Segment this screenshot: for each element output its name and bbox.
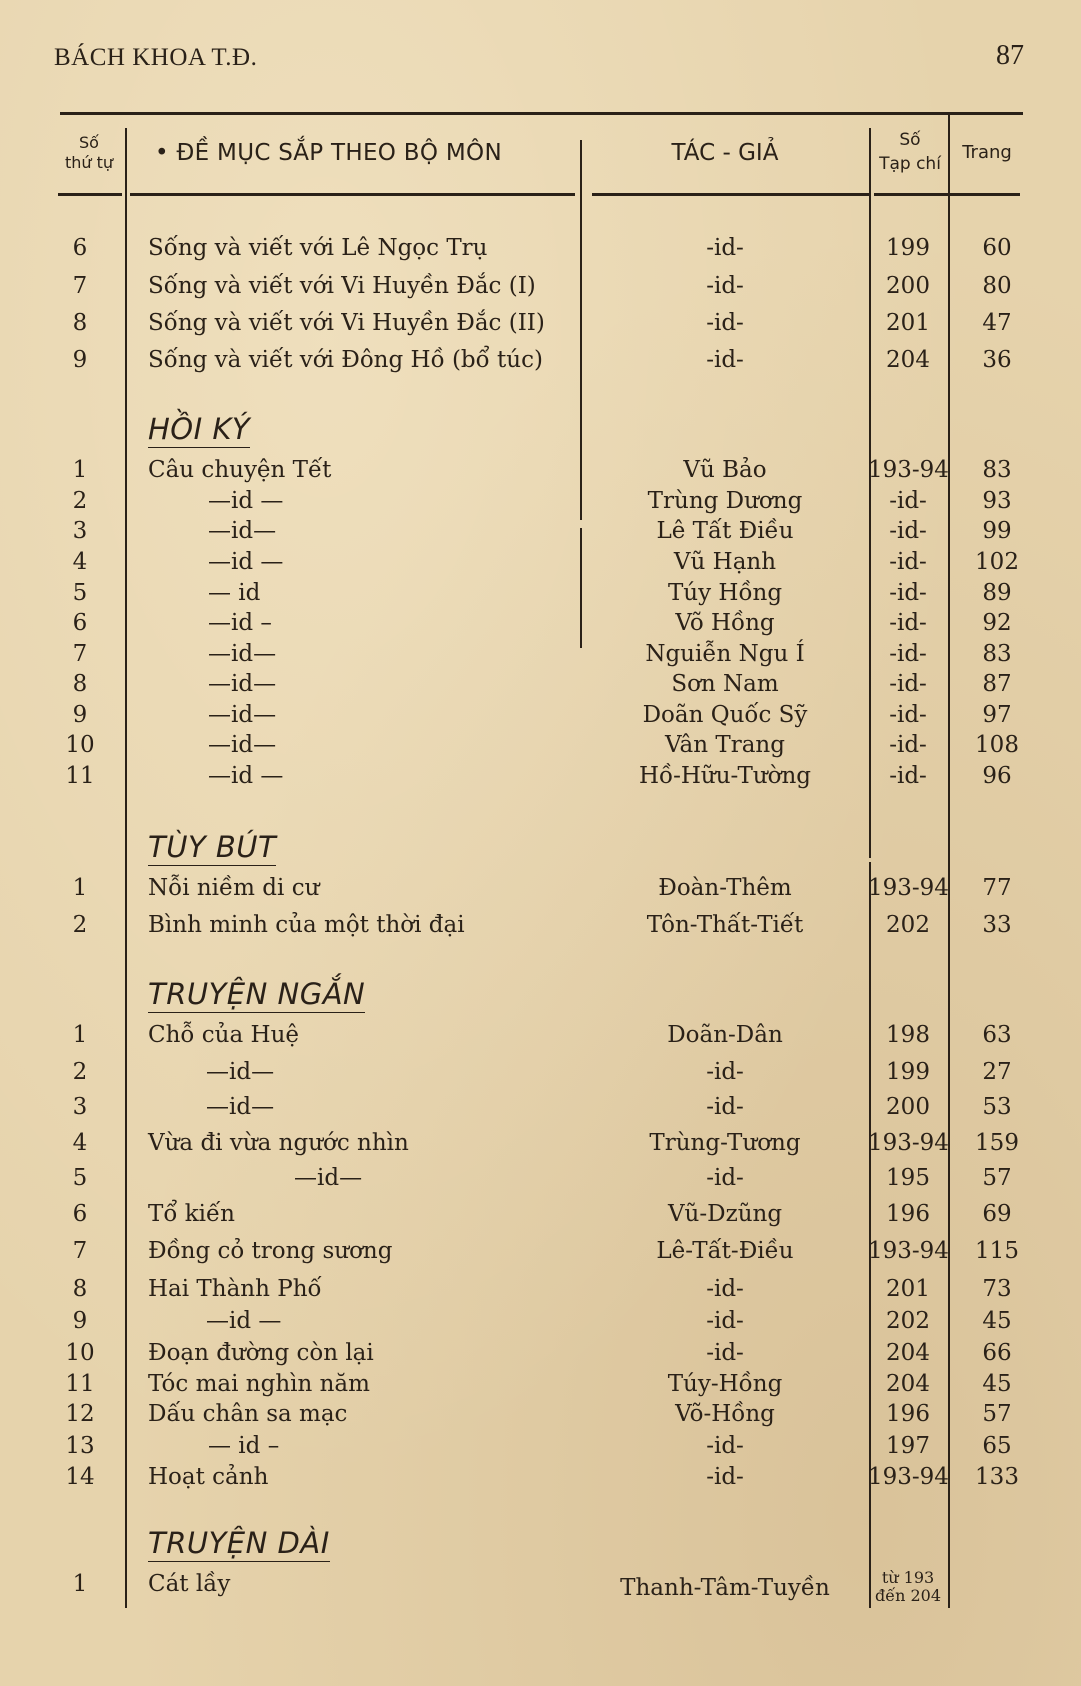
row-title: — id – <box>208 1433 280 1459</box>
row-page: 66 <box>982 1340 1012 1366</box>
row-title: Cát lầy <box>148 1571 231 1597</box>
row-author: -id- <box>706 1433 744 1459</box>
row-page: 27 <box>982 1059 1012 1085</box>
row-author: -id- <box>706 1276 744 1302</box>
table-row <box>0 909 1081 941</box>
row-title: Vừa đi vừa ngước nhìn <box>148 1130 409 1156</box>
row-title: —id — <box>206 1308 282 1334</box>
row-page: 47 <box>982 310 1012 336</box>
row-number: 9 <box>72 347 88 373</box>
row-author: -id- <box>706 1059 744 1085</box>
row-author: Lê Tất Điều <box>656 518 794 544</box>
col-header-issue <box>872 128 948 176</box>
row-page: 133 <box>975 1464 1019 1490</box>
row-title: Tóc mai nghìn năm <box>148 1371 370 1397</box>
row-page: 69 <box>982 1201 1012 1227</box>
table-row <box>0 1568 1081 1604</box>
table-row <box>0 729 1081 761</box>
row-issue: 200 <box>886 273 930 299</box>
row-title: —id— <box>206 1059 275 1085</box>
row-page: 45 <box>982 1308 1012 1334</box>
row-issue: 199 <box>886 1059 930 1085</box>
row-issue: 199 <box>886 235 930 261</box>
row-number: 8 <box>72 1276 88 1302</box>
row-number: 11 <box>65 763 95 789</box>
row-page: 53 <box>982 1094 1012 1120</box>
row-author: Tôn-Thất-Tiết <box>646 912 804 938</box>
row-author: Thanh-Tâm-Tuyền <box>620 1575 830 1601</box>
row-title: —id — <box>208 763 284 789</box>
row-page: 102 <box>975 549 1019 575</box>
row-issue: -id- <box>889 549 927 575</box>
row-author: Vũ Bảo <box>683 457 767 483</box>
row-number: 3 <box>72 1094 88 1120</box>
row-author: Trùng Dương <box>647 488 803 514</box>
row-issue-line2: đến 204 <box>874 1586 941 1605</box>
row-number: 5 <box>72 1165 88 1191</box>
section-heading-short-stories: TRUYỆN NGẮN <box>148 977 366 1011</box>
row-title: Hai Thành Phố <box>148 1276 322 1302</box>
row-author: -id- <box>706 1308 744 1334</box>
row-number: 2 <box>72 912 88 938</box>
row-page: 63 <box>982 1022 1012 1048</box>
row-page: 80 <box>982 273 1012 299</box>
row-number: 1 <box>72 1571 88 1597</box>
row-number: 12 <box>65 1401 95 1427</box>
row-number: 1 <box>72 1022 88 1048</box>
row-issue: -id- <box>889 671 927 697</box>
table-row <box>0 1398 1081 1430</box>
row-title: —id— <box>208 702 277 728</box>
row-page: 73 <box>982 1276 1012 1302</box>
row-author: Vũ-Dzũng <box>667 1201 783 1227</box>
table-row <box>0 1430 1081 1462</box>
row-author: Lê-Tất-Điều <box>656 1238 794 1264</box>
row-title: —id— <box>206 1094 275 1120</box>
row-title: —id— <box>294 1165 363 1191</box>
row-number: 6 <box>72 1201 88 1227</box>
table-row <box>0 699 1081 731</box>
row-issue: 201 <box>886 310 930 336</box>
row-issue: 195 <box>886 1165 930 1191</box>
table-row <box>0 1056 1081 1088</box>
col-header-issue-line1: Số <box>899 130 921 150</box>
row-page: 60 <box>982 235 1012 261</box>
row-issue-line1: từ 193 <box>881 1568 935 1587</box>
page-number: 87 <box>996 40 1024 71</box>
row-number: 10 <box>65 732 95 758</box>
header-rule-no <box>58 193 122 196</box>
row-issue <box>868 1568 948 1604</box>
row-page: 92 <box>982 610 1012 636</box>
row-author: Võ Hồng <box>675 610 775 636</box>
row-page: 115 <box>975 1238 1019 1264</box>
running-header-title: BÁCH KHOA T.Đ. <box>54 44 258 71</box>
row-number: 5 <box>72 580 88 606</box>
row-title: Sống và viết với Đông Hồ (bổ túc) <box>148 347 543 373</box>
section-heading-memoir: HỒI KÝ <box>148 412 251 446</box>
row-page: 65 <box>982 1433 1012 1459</box>
row-title: —id— <box>208 732 277 758</box>
row-title: Tổ kiến <box>148 1201 235 1227</box>
table-row <box>0 1162 1081 1194</box>
row-issue: 193-94 <box>868 1464 949 1490</box>
table-row <box>0 1368 1081 1400</box>
row-page: 97 <box>982 702 1012 728</box>
row-author: Vũ Hạnh <box>673 549 777 575</box>
table-row <box>0 607 1081 639</box>
row-issue: -id- <box>889 732 927 758</box>
table-row <box>0 1305 1081 1337</box>
col-header-number-line2: thứ tự <box>64 153 114 172</box>
row-issue: -id- <box>889 702 927 728</box>
row-page: 87 <box>982 671 1012 697</box>
col-header-issue-line2: Tạp chí <box>879 154 941 174</box>
row-title: —id— <box>208 671 277 697</box>
row-issue: 204 <box>886 1340 930 1366</box>
row-number: 11 <box>65 1371 95 1397</box>
header-rule-title <box>130 193 575 196</box>
row-issue: 198 <box>886 1022 930 1048</box>
row-author: -id- <box>706 347 744 373</box>
row-number: 8 <box>72 671 88 697</box>
row-issue: 200 <box>886 1094 930 1120</box>
row-issue: -id- <box>889 610 927 636</box>
col-header-page: Trang <box>962 142 1012 163</box>
row-title: Bình minh của một thời đại <box>148 912 465 938</box>
row-page: 77 <box>982 875 1012 901</box>
row-page: 89 <box>982 580 1012 606</box>
table-row <box>0 232 1081 264</box>
col-header-author: TÁC - GIẢ <box>671 140 779 166</box>
row-issue: 204 <box>886 1371 930 1397</box>
row-title: —id – <box>208 610 272 636</box>
row-number: 4 <box>72 1130 88 1156</box>
row-issue: -id- <box>889 763 927 789</box>
table-row <box>0 1273 1081 1305</box>
row-author: Đoàn-Thêm <box>658 875 792 901</box>
row-page: 83 <box>982 457 1012 483</box>
col-header-number <box>54 133 124 173</box>
table-row <box>0 668 1081 700</box>
row-number: 6 <box>72 235 88 261</box>
row-author: -id- <box>706 1165 744 1191</box>
row-issue: -id- <box>889 518 927 544</box>
row-number: 2 <box>72 1059 88 1085</box>
row-number: 8 <box>72 310 88 336</box>
row-issue: 193-94 <box>868 1130 949 1156</box>
table-row <box>0 270 1081 302</box>
row-issue: 196 <box>886 1201 930 1227</box>
col-header-title: • ĐỀ MỤC SẮP THEO BỘ MÔN <box>155 140 502 166</box>
row-issue: 193-94 <box>868 457 949 483</box>
row-number: 2 <box>72 488 88 514</box>
row-author: -id- <box>706 310 744 336</box>
table-row <box>0 1235 1081 1267</box>
table-row <box>0 638 1081 670</box>
row-page: 83 <box>982 641 1012 667</box>
row-author: Vân Trang <box>665 732 785 758</box>
table-row <box>0 1127 1081 1159</box>
row-number: 10 <box>65 1340 95 1366</box>
row-page: 93 <box>982 488 1012 514</box>
row-title: Đoạn đường còn lại <box>148 1340 374 1366</box>
header-rule-author <box>592 193 870 196</box>
row-title: —id — <box>208 549 284 575</box>
row-title: Chỗ của Huệ <box>148 1022 299 1048</box>
row-page: 108 <box>975 732 1019 758</box>
row-number: 4 <box>72 549 88 575</box>
row-author: -id- <box>706 235 744 261</box>
row-author: Võ-Hồng <box>675 1401 775 1427</box>
row-title: Câu chuyện Tết <box>148 457 332 483</box>
row-number: 9 <box>72 702 88 728</box>
table-row <box>0 1198 1081 1230</box>
row-number: 1 <box>72 875 88 901</box>
row-author: Trùng-Tương <box>649 1130 801 1156</box>
row-page: 99 <box>982 518 1012 544</box>
table-top-rule <box>60 112 1023 115</box>
row-author: Sơn Nam <box>671 671 779 697</box>
row-issue: -id- <box>889 641 927 667</box>
row-issue: 193-94 <box>868 875 949 901</box>
row-author: Doãn-Dân <box>667 1022 783 1048</box>
row-number: 7 <box>72 273 88 299</box>
table-row <box>0 760 1081 792</box>
row-page: 33 <box>982 912 1012 938</box>
row-issue: 204 <box>886 347 930 373</box>
row-author: Nguiễn Ngu Í <box>645 641 805 667</box>
row-number: 3 <box>72 518 88 544</box>
table-row <box>0 454 1081 486</box>
row-number: 14 <box>65 1464 95 1490</box>
header-rule-issue-page <box>874 193 1020 196</box>
row-author: -id- <box>706 273 744 299</box>
row-author: Hồ-Hữu-Tường <box>638 763 812 789</box>
row-number: 7 <box>72 1238 88 1264</box>
row-page: 57 <box>982 1401 1012 1427</box>
row-issue: 197 <box>886 1433 930 1459</box>
row-title: — id <box>208 580 261 606</box>
row-title: Sống và viết với Vi Huyền Đắc (II) <box>148 310 545 336</box>
row-issue: 201 <box>886 1276 930 1302</box>
row-page: 57 <box>982 1165 1012 1191</box>
row-issue: 202 <box>886 1308 930 1334</box>
table-row <box>0 546 1081 578</box>
row-title: Hoạt cảnh <box>148 1464 269 1490</box>
row-author: -id- <box>706 1464 744 1490</box>
row-number: 13 <box>65 1433 95 1459</box>
row-issue: 193-94 <box>868 1238 949 1264</box>
table-row <box>0 1461 1081 1493</box>
row-title: Sống và viết với Vi Huyền Đắc (I) <box>148 273 536 299</box>
table-row <box>0 1337 1081 1369</box>
row-page: 36 <box>982 347 1012 373</box>
row-author: Túy-Hồng <box>667 1371 783 1397</box>
row-issue: -id- <box>889 488 927 514</box>
row-issue: -id- <box>889 580 927 606</box>
table-row <box>0 1091 1081 1123</box>
row-page: 96 <box>982 763 1012 789</box>
row-number: 9 <box>72 1308 88 1334</box>
row-title: —id— <box>208 641 277 667</box>
row-title: —id— <box>208 518 277 544</box>
row-number: 1 <box>72 457 88 483</box>
row-title: Dấu chân sa mạc <box>148 1401 348 1427</box>
table-row <box>0 307 1081 339</box>
row-author: Túy Hồng <box>667 580 783 606</box>
row-title: —id — <box>208 488 284 514</box>
row-number: 7 <box>72 641 88 667</box>
row-title: Nỗi niềm di cư <box>148 875 320 901</box>
row-title: Đồng cỏ trong sương <box>148 1238 393 1264</box>
row-author: -id- <box>706 1340 744 1366</box>
row-issue: 202 <box>886 912 930 938</box>
table-row <box>0 485 1081 517</box>
row-issue: 196 <box>886 1401 930 1427</box>
row-page: 45 <box>982 1371 1012 1397</box>
section-heading-essay: TÙY BÚT <box>148 830 277 864</box>
table-row <box>0 1019 1081 1051</box>
section-heading-novel: TRUYỆN DÀI <box>148 1526 330 1560</box>
table-row <box>0 577 1081 609</box>
table-row <box>0 344 1081 376</box>
table-row <box>0 872 1081 904</box>
row-author: -id- <box>706 1094 744 1120</box>
table-row <box>0 515 1081 547</box>
row-number: 6 <box>72 610 88 636</box>
row-author: Doãn Quốc Sỹ <box>642 702 808 728</box>
col-header-number-line1: Số <box>79 133 99 152</box>
row-page: 159 <box>975 1130 1019 1156</box>
row-title: Sống và viết với Lê Ngọc Trụ <box>148 235 488 261</box>
